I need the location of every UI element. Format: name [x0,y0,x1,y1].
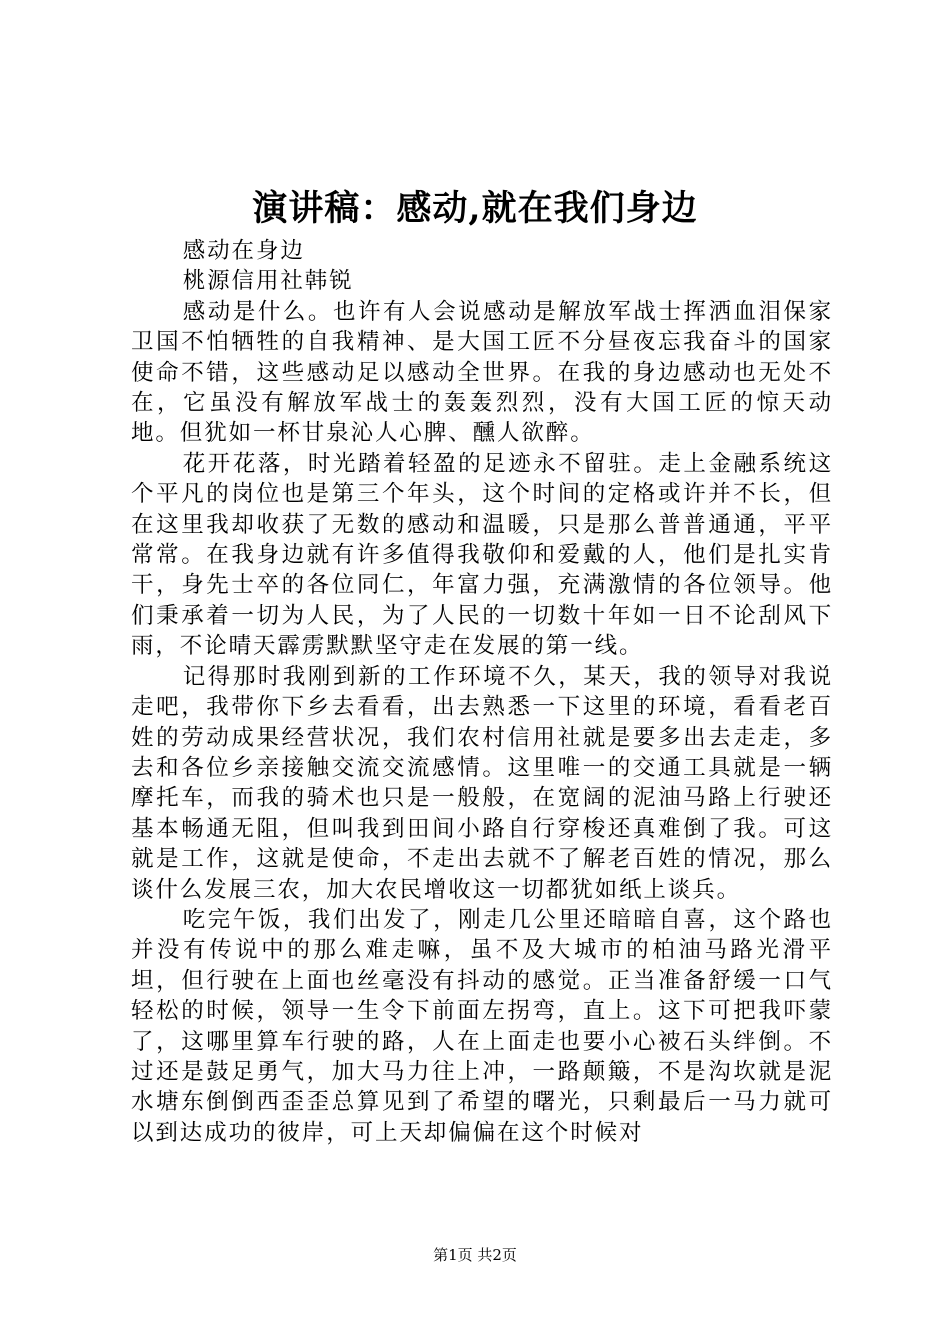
page-footer: 第1页 共2页 [433,1246,517,1264]
paragraph: 感动是什么。也许有人会说感动是解放军战士挥洒血泪保家卫国不怕牺牲的自我精神、是大国工匠不分昼夜忘我奋斗的国家使命不错，这些感动足以感动全世界。在我的身边感动也无处不在，它虽没有解放军战士的轰轰烈烈，没有大国工匠的惊天动地。但犹如一杯甘泉沁人心脾、醺人欲醉。 [131,298,833,447]
paragraph: 记得那时我刚到新的工作环境不久，某天，我的领导对我说走吧，我带你下乡去看看，出去熟悉一下这里的环境，看看老百姓的劳动成果经营状况，我们农村信用社就是要多出去走走，多去和各位乡亲接触交流交流感情。这里唯一的交通工具就是一辆摩托车，而我的骑术也只是一般般，在宽阔的泥油马路上行驶还基本畅通无阻，但叫我到田间小路自行穿梭还真难倒了我。可这就是工作，这就是使命，不走出去就不了解老百姓的情况，那么谈什么发展三农，加大农民增收这一切都犹如纸上谈兵。 [131,663,833,903]
subtitle-line: 感动在身边 [182,238,305,264]
document-body [131,236,833,1148]
paragraph: 花开花落，时光踏着轻盈的足迹永不留驻。走上金融系统这个平凡的岗位也是第三个年头，这个时间的定格或许并不长，但在这里我却收获了无数的感动和温暖，只是那么普普通通，平平常常。在我身边就有许多值得我敬仰和爱戴的人，他们是扎实肯干，身先士卒的各位同仁，年富力强，充满激情的各位领导。他们秉承着一切为人民，为了人民的一切数十年如一日不论刮风下雨，不论晴天霹雳默默坚守走在发展的第一线。 [131,450,833,660]
paragraph: 吃完午饭，我们出发了，刚走几公里还暗暗自喜，这个路也并没有传说中的那么难走嘛，虽不及大城市的柏油马路光滑平坦，但行驶在上面也丝毫没有抖动的感觉。正当准备舒缓一口气轻松的时候，领导一生令下前面左拐弯，直上。这下可把我吓蒙了，这哪里算车行驶的路，人在上面走也要小心被石头绊倒。不过还是鼓足勇气，加大马力往上冲，一路颠簸，不是沟坎就是泥水塘东倒倒西歪歪总算见到了希望的曙光，只剩最后一马力就可以到达成功的彼岸，可上天却偏偏在这个时候对 [131,906,833,1146]
author-line: 桃源信用社韩锐 [182,268,354,295]
document-title: 演讲稿：感动,就在我们身边 [252,188,698,229]
